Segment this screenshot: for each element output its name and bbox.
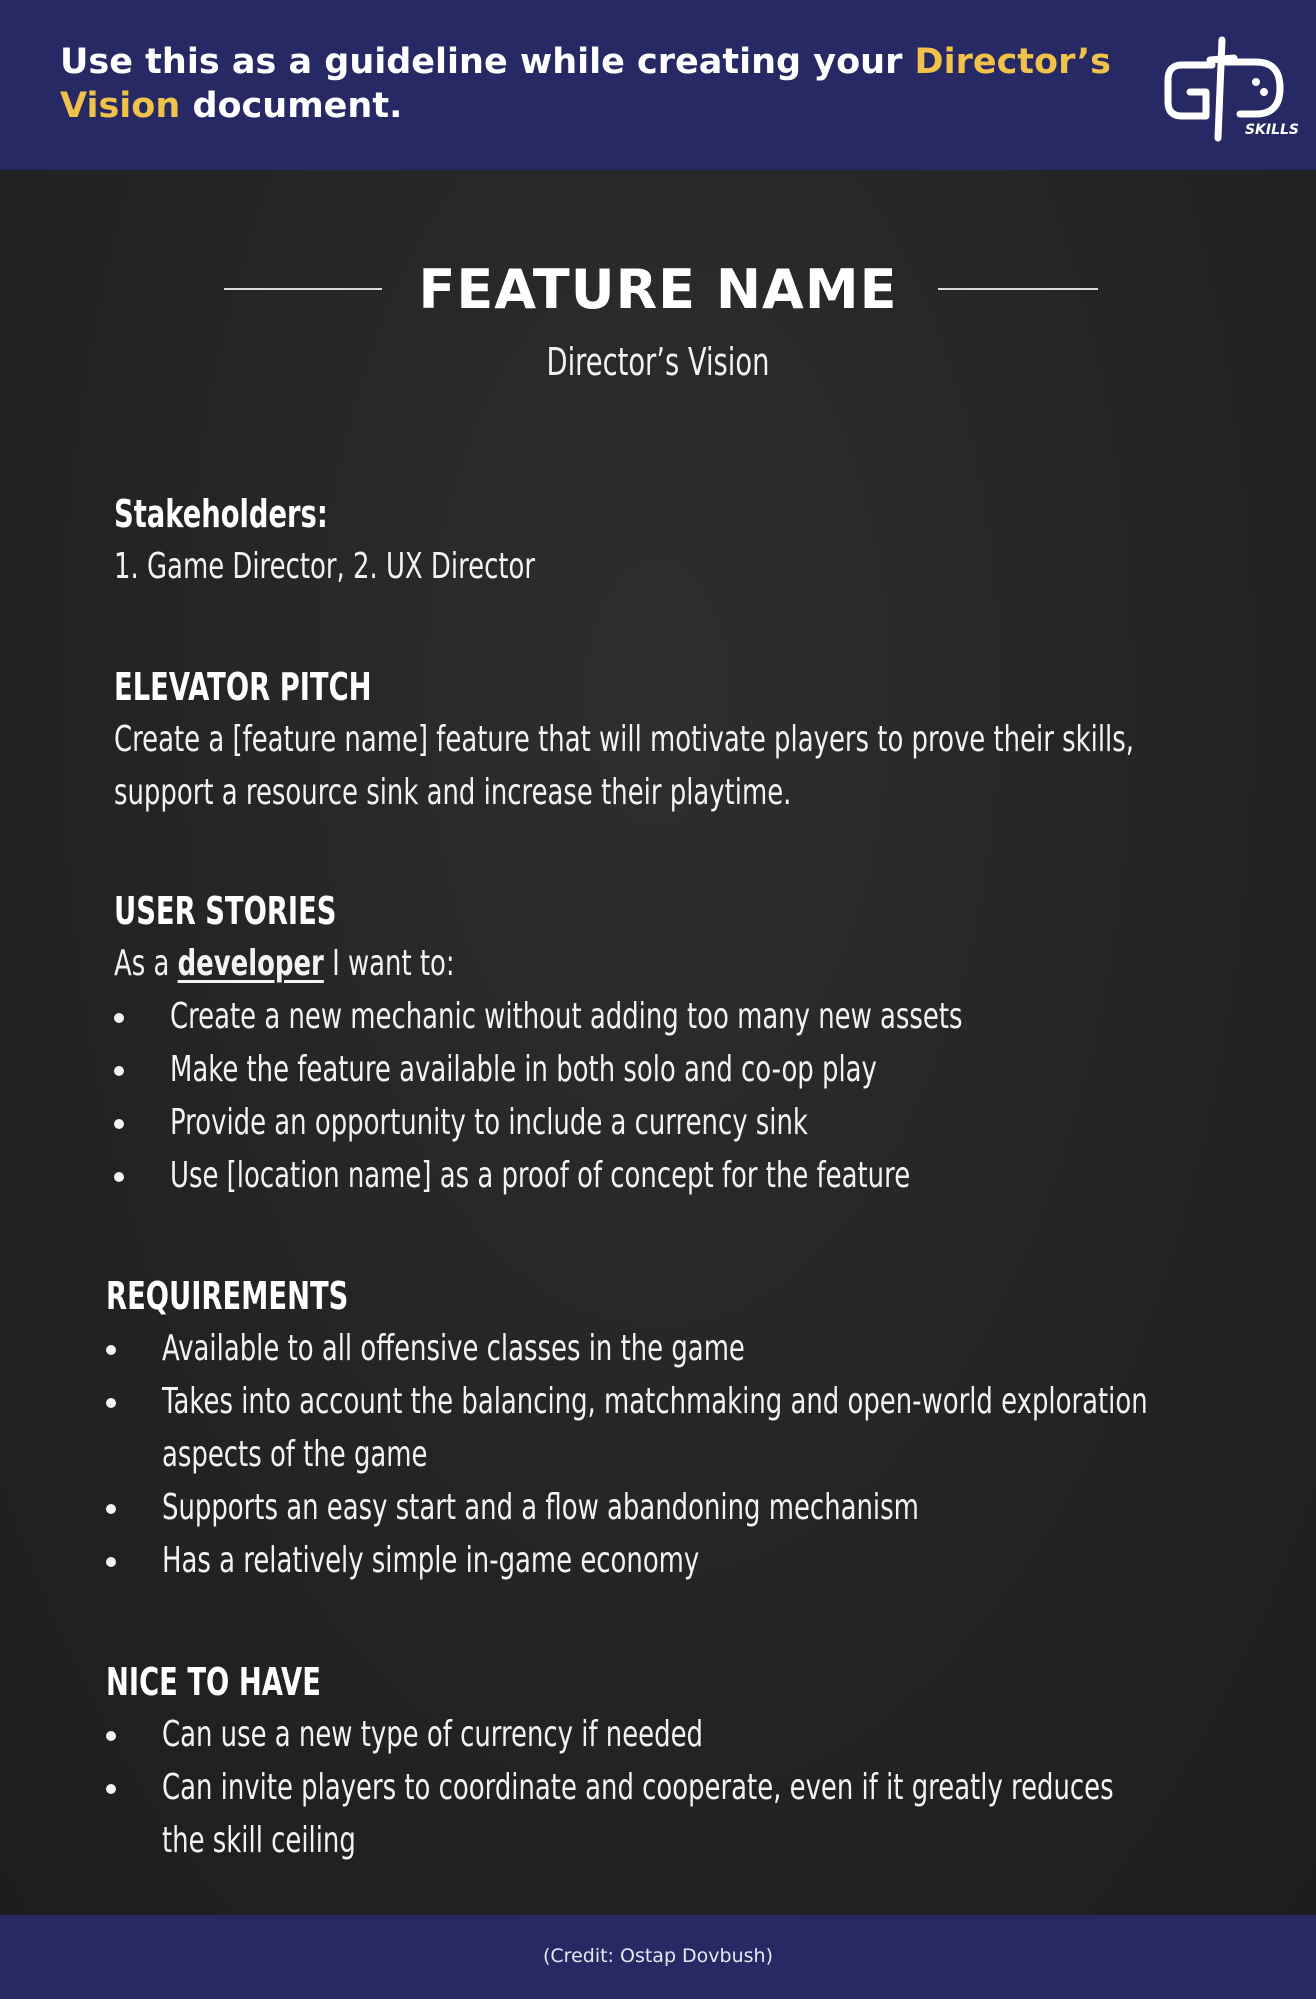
list-item-line: Can invite players to coordinate and cooperate, even if it greatly reduces: [162, 1767, 1114, 1808]
list-item-text: Available to all offensive classes in the game: [162, 1328, 745, 1369]
list-item: [114, 1149, 1234, 1202]
user-stories-intro: [114, 937, 920, 990]
stakeholders-section: [114, 488, 1234, 593]
list-item-text: Create a new mechanic without adding too many new assets: [170, 996, 963, 1037]
footer-banner: [0, 1915, 1316, 1999]
list-item: [106, 1761, 1226, 1867]
banner-text: [60, 40, 1120, 128]
bullet-icon: [106, 1345, 116, 1355]
bullet-icon: [114, 1172, 124, 1182]
list-item-text: Can use a new type of currency if needed: [162, 1714, 703, 1755]
list-item: [106, 1534, 1226, 1587]
banner-text-part2: document.: [180, 86, 403, 126]
list-item: [106, 1708, 1226, 1761]
stakeholders-heading: Stakeholders:: [114, 492, 328, 536]
list-item-text: Has a relatively simple in-game economy: [162, 1540, 700, 1581]
user-stories-heading: USER STORIES: [114, 889, 337, 933]
intro-role: developer: [177, 943, 324, 984]
bullet-icon: [106, 1398, 116, 1408]
header-banner: [0, 0, 1316, 170]
nice-to-have-list: [106, 1708, 1226, 1867]
bullet-icon: [114, 1066, 124, 1076]
bullet-icon: [106, 1731, 116, 1741]
list-item: [106, 1322, 1226, 1375]
list-item-line: the skill ceiling: [162, 1820, 356, 1861]
elevator-pitch-heading: ELEVATOR PITCH: [114, 665, 372, 709]
logo-skills-text: SKILLS: [1244, 122, 1300, 138]
list-item-text: Use [location name] as a proof of concept for the feature: [170, 1155, 911, 1196]
bullet-icon: [106, 1504, 116, 1514]
document-board: [0, 170, 1316, 1915]
banner-text-highlight: Director’s Vision: [60, 42, 1111, 126]
stakeholders-value: 1. Game Director, 2. UX Director: [114, 546, 536, 587]
user-stories-section: [114, 885, 1234, 1202]
bullet-icon: [114, 1013, 124, 1023]
elevator-pitch-line: support a resource sink and increase their playtime.: [114, 772, 792, 813]
list-item-line: Takes into account the balancing, matchmaking and open-world exploration: [162, 1381, 1148, 1422]
list-item-text: Make the feature available in both solo and co-op play: [170, 1049, 877, 1090]
elevator-pitch-line: Create a [feature name] feature that will motivate players to prove their skills,: [114, 719, 1134, 760]
list-item: [114, 990, 1234, 1043]
banner-text-part1: Use this as a guideline while creating your: [60, 42, 915, 82]
nice-to-have-section: [106, 1656, 1226, 1867]
document-subtitle: Director’s Vision: [546, 340, 770, 384]
credit-text: (Credit: Ostap Dovbush): [543, 1945, 773, 1967]
list-item: [106, 1375, 1226, 1481]
list-item: [114, 1043, 1234, 1096]
bullet-icon: [106, 1557, 116, 1567]
requirements-section: [106, 1270, 1226, 1587]
list-item-text: [162, 1375, 1148, 1481]
requirements-list: [106, 1322, 1226, 1587]
user-stories-list: [114, 990, 1234, 1202]
nice-to-have-heading: NICE TO HAVE: [106, 1660, 321, 1704]
list-item: [106, 1481, 1226, 1534]
list-item-text: Provide an opportunity to include a currency sink: [170, 1102, 808, 1143]
gd-skills-logo: [1160, 30, 1300, 145]
list-item: [114, 1096, 1234, 1149]
requirements-heading: REQUIREMENTS: [106, 1274, 349, 1318]
list-item-line: aspects of the game: [162, 1434, 428, 1475]
list-item-text: [162, 1761, 1114, 1867]
bullet-icon: [106, 1784, 116, 1794]
elevator-pitch-section: [114, 661, 1234, 819]
intro-prefix: As a: [114, 943, 178, 984]
feature-title: FEATURE NAME: [418, 258, 898, 321]
intro-suffix: I want to:: [323, 943, 455, 984]
list-item-text: Supports an easy start and a flow abandoning mechanism: [162, 1487, 919, 1528]
bullet-icon: [114, 1119, 124, 1129]
